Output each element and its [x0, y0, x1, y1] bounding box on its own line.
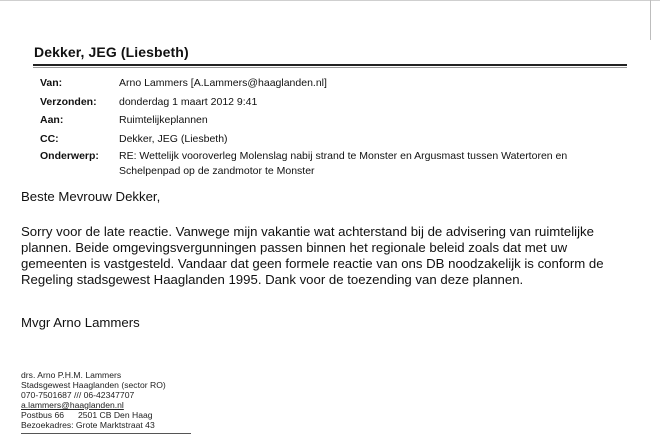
header-row-cc [40, 132, 630, 147]
header-label: CC: [40, 132, 59, 145]
header-label: Onderwerp: [40, 150, 99, 162]
signature-postcode-city: 2501 CB Den Haag [78, 409, 153, 420]
header-value-sent: donderdag 1 maart 2012 9:41 [119, 95, 258, 108]
header-row-to [40, 113, 630, 128]
email-body-paragraph: Sorry voor de late reactie. Vanwege mijn vakantie wat achterstand bij de advisering van ruimtelijke plannen. Beide omgevingsvergunningen passen binnen het regionale beleid zoals dat met uw gemeenten is vastgesteld. Vandaar dat geen formele reactie van ons DB noodzakelijk is conform de Regeling stadsgewest Haaglanden 1995. Dank voor de toezending van deze plannen. [21, 224, 604, 287]
header-label: Aan: [40, 114, 64, 126]
header-divider-thin [33, 67, 627, 68]
header-value-subject: RE: Wettelijk vooroverleg Molenslag nabij strand te Monster en Argusmast tussen Watertoren en Schelpenpad op de zandmotor te Monster [119, 150, 568, 177]
header-value-to: Ruimtelijkeplannen [119, 114, 208, 126]
header-value-cc: Dekker, JEG (Liesbeth) [119, 132, 228, 145]
signature-visit-address: Bezoekadres: Grote Marktstraat 43 [21, 419, 155, 430]
signature-postbus: Postbus 66 [21, 409, 64, 420]
signature-phone: 070-7501687 /// 06-42347707 [21, 389, 135, 400]
signature-name: drs. Arno P.H.M. Lammers [21, 370, 122, 380]
email-header-block [40, 76, 630, 182]
signature-divider [21, 433, 191, 434]
header-row-sent [40, 95, 630, 110]
email-signature [21, 371, 166, 430]
header-row-from [40, 76, 630, 91]
email-sender-title: Dekker, JEG (Liesbeth) [34, 44, 189, 60]
header-label: Van: [40, 77, 63, 89]
scan-edge-mark [650, 0, 651, 40]
scan-top-border [0, 0, 660, 1]
email-closing: Mvgr Arno Lammers [21, 315, 140, 330]
signature-organization: Stadsgewest Haaglanden (sector RO) [21, 379, 166, 390]
header-divider [33, 64, 627, 66]
signature-email-link[interactable]: a.lammers@haaglanden.nl [21, 399, 124, 410]
header-value-from: Arno Lammers [A.Lammers@haaglanden.nl] [119, 77, 327, 89]
email-greeting: Beste Mevrouw Dekker, [21, 189, 161, 204]
header-label: Verzonden: [40, 95, 97, 108]
header-row-subject [40, 149, 630, 178]
